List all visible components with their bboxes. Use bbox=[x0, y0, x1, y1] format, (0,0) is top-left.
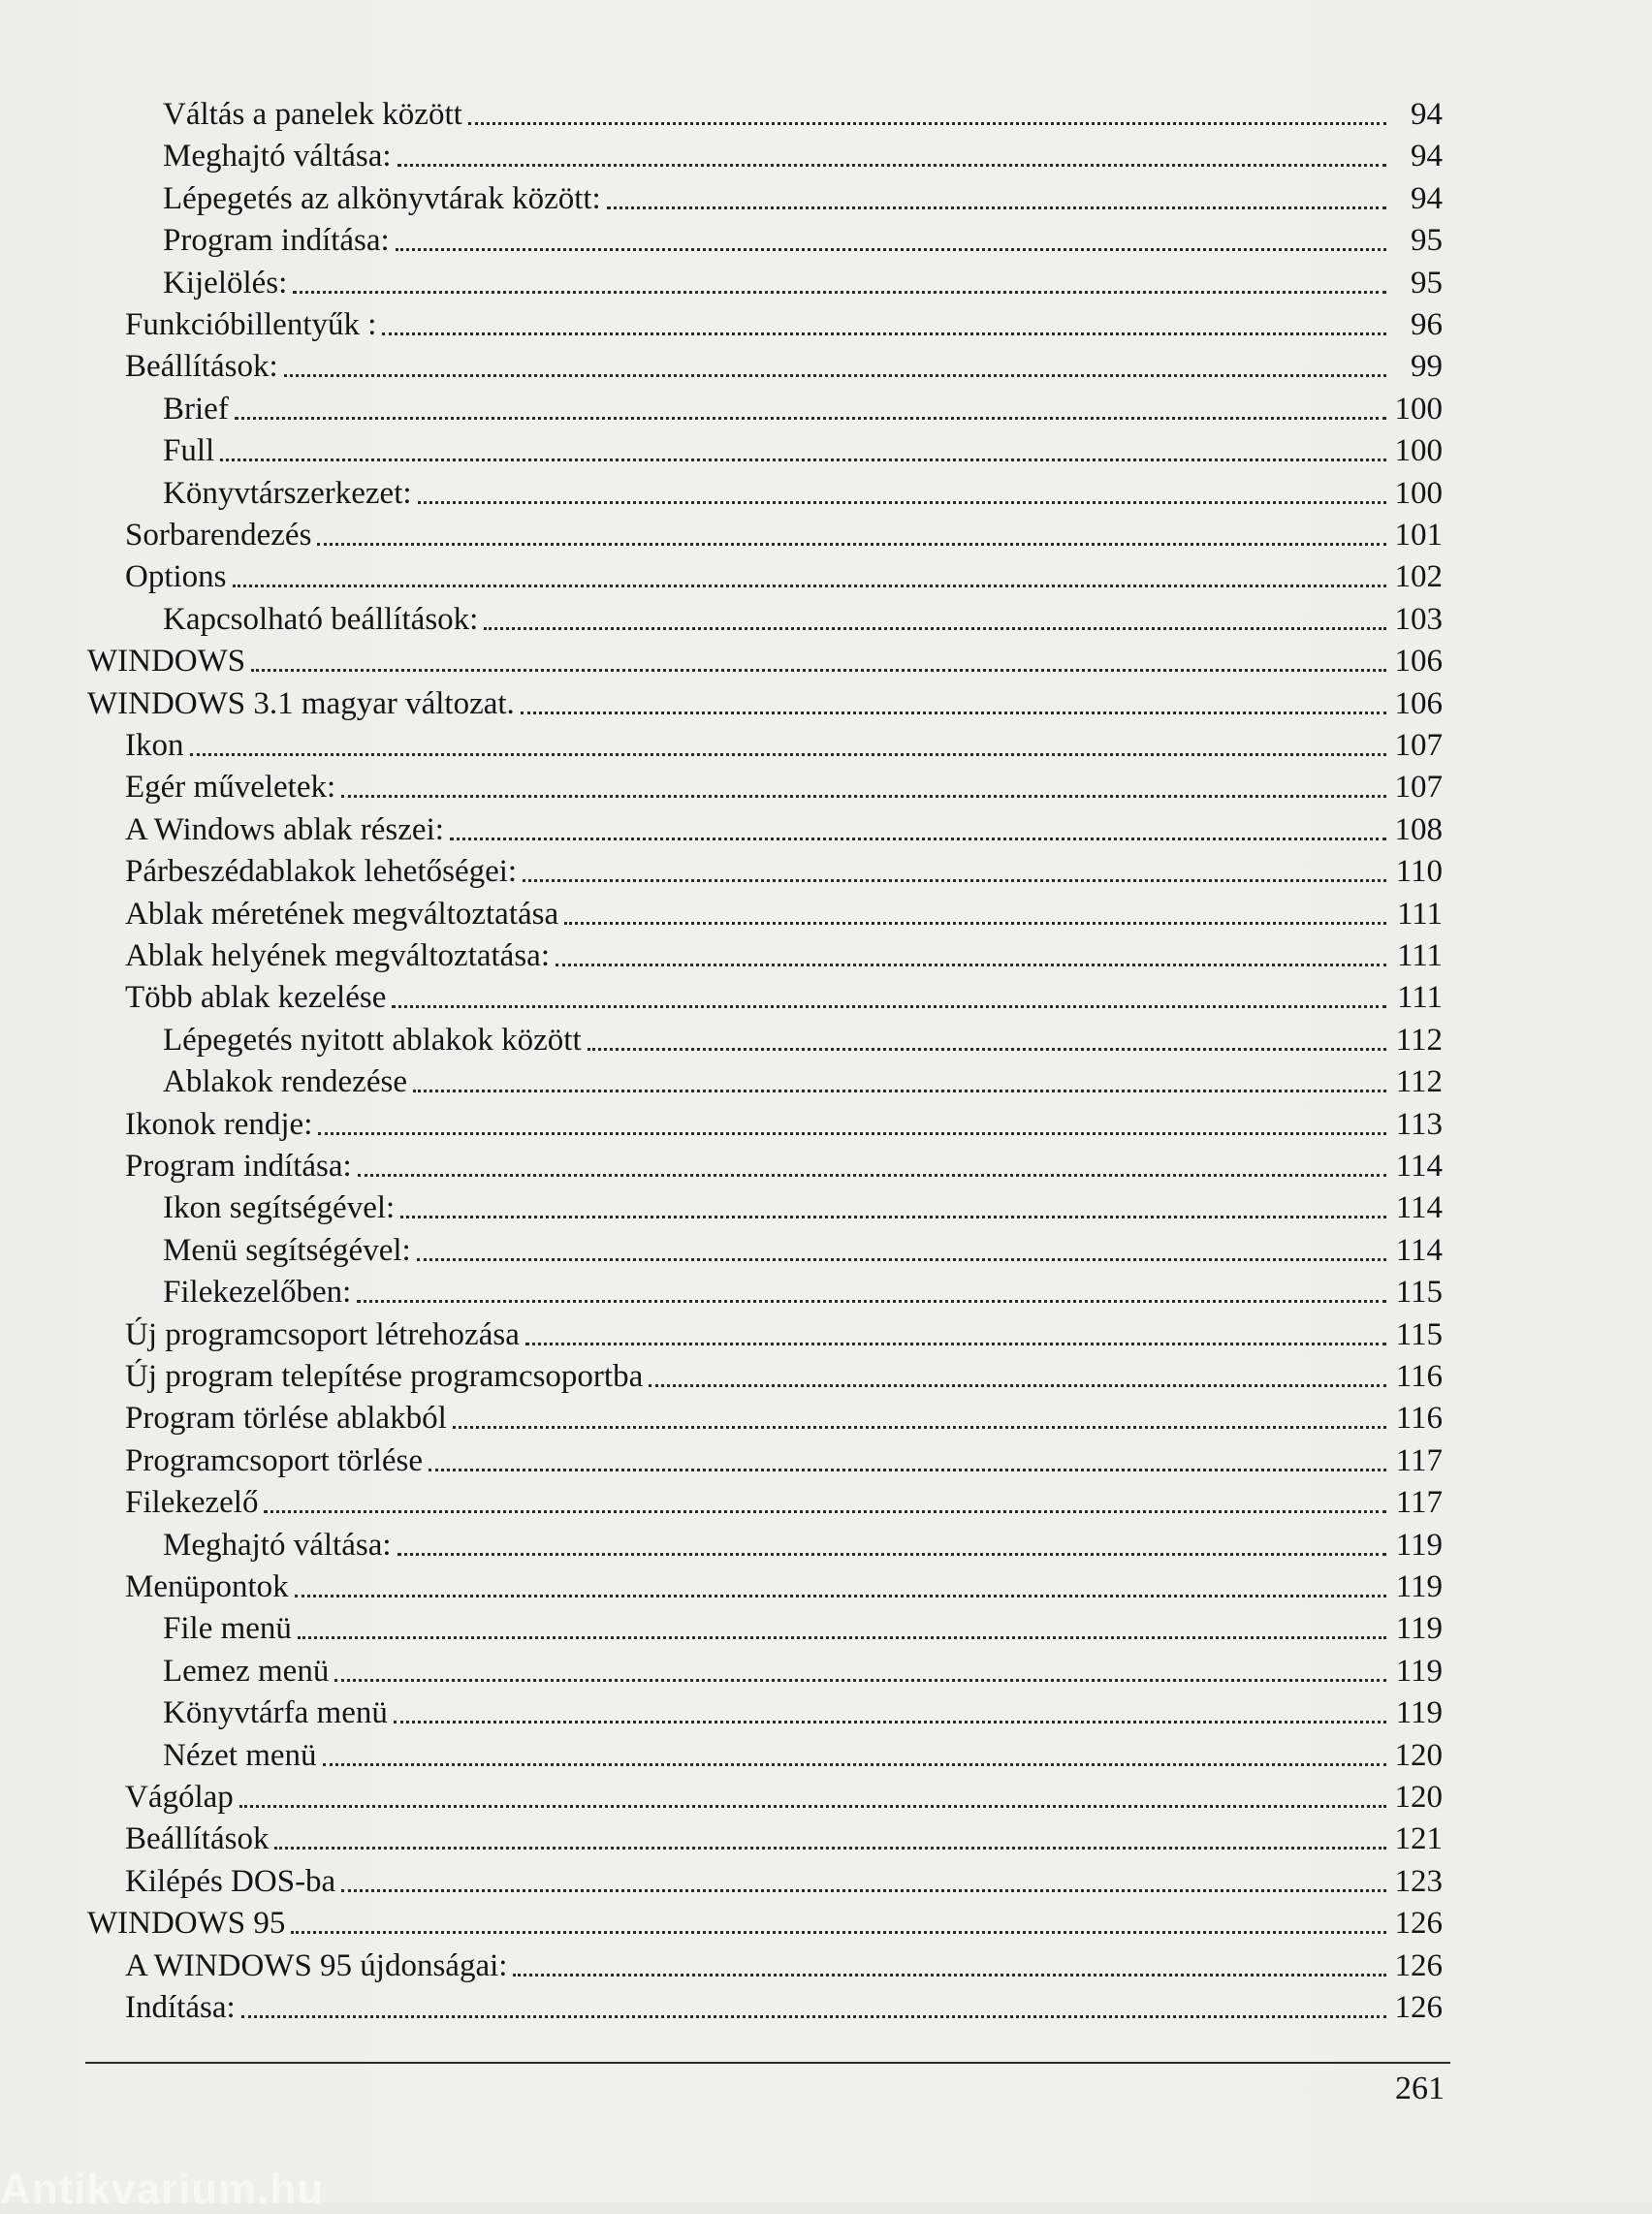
toc-entry-title: Párbeszédablakok lehetőségei: bbox=[125, 854, 518, 889]
toc-entry bbox=[163, 1270, 1443, 1312]
toc-entry-page: 117 bbox=[1395, 1443, 1443, 1478]
toc-entry bbox=[163, 1523, 1443, 1565]
toc-entry-title: File menü bbox=[163, 1611, 292, 1646]
dot-leader bbox=[298, 1636, 1386, 1639]
toc-entry bbox=[163, 1691, 1443, 1732]
toc-entry-title: Filekezelőben: bbox=[163, 1275, 352, 1310]
toc-entry-title: Könyvtárszerkezet: bbox=[163, 476, 412, 511]
toc-entry-page: 116 bbox=[1395, 1401, 1443, 1436]
dot-leader bbox=[394, 1721, 1386, 1724]
toc-entry-page: 106 bbox=[1394, 686, 1443, 721]
toc-entry-title: Nézet menü bbox=[163, 1738, 317, 1773]
toc-entry-page: 111 bbox=[1396, 897, 1443, 932]
toc-entry-title: Ikonok rendje: bbox=[125, 1107, 313, 1142]
toc-entry bbox=[87, 1901, 1443, 1943]
toc-entry bbox=[163, 428, 1443, 470]
toc-entry bbox=[87, 639, 1443, 680]
dot-leader bbox=[396, 248, 1386, 251]
toc-entry bbox=[125, 1944, 1443, 1985]
dot-leader bbox=[521, 712, 1386, 714]
toc-entry-title: Ikon bbox=[125, 728, 184, 763]
toc-entry-title: Ikon segítségével: bbox=[163, 1190, 396, 1225]
toc-entry-page: 126 bbox=[1394, 1906, 1443, 1941]
toc-entry bbox=[163, 387, 1443, 428]
toc-entry bbox=[163, 1186, 1443, 1227]
toc-entry-page: 116 bbox=[1395, 1359, 1443, 1394]
toc-entry-page: 119 bbox=[1395, 1569, 1443, 1604]
toc-entry-page: 101 bbox=[1394, 518, 1443, 553]
toc-entry-title: Könyvtárfa menü bbox=[163, 1695, 388, 1730]
toc-entry-page: 108 bbox=[1394, 812, 1443, 847]
toc-entry-title: Vágólap bbox=[125, 1780, 234, 1815]
toc-entry-title: Menüpontok bbox=[125, 1569, 289, 1604]
toc-entry bbox=[125, 1396, 1443, 1438]
dot-leader bbox=[233, 585, 1386, 587]
dot-leader bbox=[334, 1679, 1386, 1682]
page-number: 261 bbox=[1395, 2071, 1445, 2106]
toc-entry-title: Options bbox=[125, 559, 227, 594]
toc-entry-page: 115 bbox=[1395, 1317, 1443, 1352]
toc-entry bbox=[125, 302, 1443, 344]
toc-entry-page: 112 bbox=[1395, 1023, 1443, 1058]
toc-entry-page: 99 bbox=[1411, 349, 1443, 384]
toc-entry-title: A Windows ablak részei: bbox=[125, 812, 444, 847]
toc-entry bbox=[125, 1439, 1443, 1480]
toc-entry bbox=[125, 1354, 1443, 1396]
toc-entry-title: Meghajtó váltása: bbox=[163, 139, 392, 174]
toc-entry bbox=[163, 1228, 1443, 1270]
toc-entry-page: 94 bbox=[1411, 97, 1443, 132]
toc-entry-title: Full bbox=[163, 433, 215, 468]
dot-leader bbox=[417, 1258, 1386, 1261]
toc-entry-title: Filekezelő bbox=[125, 1485, 259, 1520]
dot-leader bbox=[484, 627, 1386, 630]
toc-entry-page: 114 bbox=[1395, 1190, 1443, 1225]
toc-entry-title: Funkcióbillentyűk : bbox=[125, 307, 377, 342]
dot-leader bbox=[429, 1469, 1386, 1471]
toc-entry-title: WINDOWS 3.1 magyar változat. bbox=[87, 686, 515, 721]
toc-entry-title: Programcsoport törlése bbox=[125, 1443, 424, 1478]
dot-leader bbox=[468, 122, 1386, 125]
toc-entry bbox=[125, 1144, 1443, 1186]
toc-entry-title: Indítása: bbox=[125, 1990, 236, 2025]
toc-entry-title: Program törlése ablakból bbox=[125, 1401, 447, 1436]
toc-entry-title: Új program telepítése programcsoportba bbox=[125, 1359, 644, 1394]
dot-leader bbox=[341, 1889, 1386, 1892]
toc-entry-page: 115 bbox=[1395, 1275, 1443, 1310]
toc-entry-title: WINDOWS bbox=[87, 644, 246, 679]
toc-entry-page: 100 bbox=[1394, 392, 1443, 427]
toc-entry bbox=[163, 1606, 1443, 1648]
toc-entry bbox=[163, 1733, 1443, 1775]
toc-entry-page: 111 bbox=[1396, 938, 1443, 973]
toc-entry-page: 100 bbox=[1394, 476, 1443, 511]
toc-entry-page: 120 bbox=[1394, 1780, 1443, 1815]
toc-entry bbox=[163, 92, 1443, 134]
toc-entry bbox=[125, 1313, 1443, 1354]
toc-entry-title: Egér műveletek: bbox=[125, 770, 336, 805]
dot-leader bbox=[525, 1343, 1386, 1345]
dot-leader bbox=[274, 1847, 1386, 1850]
toc-entry bbox=[163, 1018, 1443, 1060]
toc-entry-title: Kapcsolható beállítások: bbox=[163, 602, 479, 637]
footer-rule bbox=[85, 2062, 1450, 2064]
toc-entry-page: 111 bbox=[1396, 980, 1443, 1015]
toc-entry-title: Sorbarendezés bbox=[125, 518, 312, 553]
toc-entry-title: Ablak helyének megváltoztatása: bbox=[125, 938, 550, 973]
toc-entry-title: Ablak méretének megváltoztatása bbox=[125, 897, 559, 932]
toc-entry bbox=[87, 681, 1443, 723]
dot-leader bbox=[251, 669, 1386, 672]
toc-entry-page: 94 bbox=[1411, 139, 1443, 174]
dot-leader bbox=[190, 753, 1387, 756]
toc-entry-title: Beállítások bbox=[125, 1821, 270, 1856]
toc-entry-title: Lépegetés nyitott ablakok között bbox=[163, 1023, 582, 1058]
toc-entry bbox=[163, 176, 1443, 218]
toc-entry-page: 126 bbox=[1394, 1948, 1443, 1983]
toc-entry-title: Lépegetés az alkönyvtárak között: bbox=[163, 181, 601, 216]
dot-leader bbox=[235, 417, 1386, 420]
toc-entry-page: 94 bbox=[1411, 181, 1443, 216]
toc-entry-page: 119 bbox=[1395, 1695, 1443, 1730]
dot-leader bbox=[397, 164, 1386, 167]
toc-entry-title: Beállítások: bbox=[125, 349, 278, 384]
dot-leader bbox=[317, 543, 1386, 546]
toc-entry bbox=[163, 261, 1443, 302]
toc-entry-page: 119 bbox=[1395, 1611, 1443, 1646]
dot-leader bbox=[220, 459, 1386, 461]
toc-entry bbox=[125, 1985, 1443, 2027]
toc-entry-title: Lemez menü bbox=[163, 1654, 330, 1689]
toc-entry-title: Ablakok rendezése bbox=[163, 1064, 407, 1099]
toc-entry bbox=[125, 344, 1443, 386]
toc-entry-page: 110 bbox=[1395, 854, 1443, 889]
toc-entry-page: 96 bbox=[1411, 307, 1443, 342]
dot-leader bbox=[284, 374, 1386, 377]
dot-leader bbox=[513, 1974, 1386, 1977]
toc-entry-page: 103 bbox=[1394, 602, 1443, 637]
toc-entry-page: 120 bbox=[1394, 1738, 1443, 1773]
dot-leader bbox=[295, 1595, 1386, 1597]
dot-leader bbox=[588, 1048, 1386, 1051]
toc-entry bbox=[125, 975, 1443, 1017]
dot-leader bbox=[358, 1174, 1386, 1177]
toc-entry bbox=[125, 933, 1443, 975]
toc-entry-page: 119 bbox=[1395, 1528, 1443, 1563]
dot-leader bbox=[241, 2015, 1386, 2018]
toc-entry bbox=[125, 1102, 1443, 1144]
toc-entry-page: 113 bbox=[1395, 1107, 1443, 1142]
toc-entry bbox=[125, 513, 1443, 554]
dot-leader bbox=[323, 1763, 1386, 1766]
dot-leader bbox=[357, 1300, 1386, 1303]
toc-entry-title: Kijelölés: bbox=[163, 266, 288, 300]
toc-entry bbox=[125, 807, 1443, 849]
dot-leader bbox=[293, 291, 1386, 294]
toc-entry-page: 107 bbox=[1394, 770, 1443, 805]
toc-entry-title: Meghajtó váltása: bbox=[163, 1528, 392, 1563]
toc-entry-page: 95 bbox=[1411, 223, 1443, 258]
toc-entry bbox=[125, 1775, 1443, 1817]
toc-entry-page: 106 bbox=[1394, 644, 1443, 679]
toc-entry-title: Program indítása: bbox=[163, 223, 390, 258]
dot-leader bbox=[239, 1805, 1386, 1808]
dot-leader bbox=[649, 1384, 1386, 1387]
toc-entry-page: 123 bbox=[1394, 1864, 1443, 1899]
dot-leader bbox=[264, 1510, 1386, 1513]
watermark-text: Antikvarium.hu bbox=[0, 2166, 325, 2213]
toc-entry-title: Váltás a panelek között bbox=[163, 97, 462, 132]
toc-entry-page: 112 bbox=[1395, 1064, 1443, 1099]
toc-entry bbox=[125, 765, 1443, 807]
toc-entry-title: Kilépés DOS-ba bbox=[125, 1864, 336, 1899]
dot-leader bbox=[397, 1553, 1386, 1556]
toc-entry bbox=[163, 134, 1443, 175]
toc-entry-page: 95 bbox=[1411, 266, 1443, 300]
toc-entry bbox=[125, 723, 1443, 765]
dot-leader bbox=[382, 332, 1386, 335]
toc-entry-page: 102 bbox=[1394, 559, 1443, 594]
toc-entry bbox=[125, 1480, 1443, 1522]
toc-entry-title: Program indítása: bbox=[125, 1149, 352, 1184]
toc-entry bbox=[163, 1060, 1443, 1101]
toc-entry-page: 126 bbox=[1394, 1990, 1443, 2025]
toc-entry-title: A WINDOWS 95 újdonságai: bbox=[125, 1948, 508, 1983]
toc-entry-title: Több ablak kezelése bbox=[125, 980, 387, 1015]
toc-entry bbox=[125, 1859, 1443, 1901]
toc-entry-page: 117 bbox=[1395, 1485, 1443, 1520]
toc-entry bbox=[125, 1565, 1443, 1606]
toc-entry-title: Menü segítségével: bbox=[163, 1233, 411, 1268]
toc-entry bbox=[163, 597, 1443, 639]
toc-entry-title: WINDOWS 95 bbox=[87, 1906, 286, 1941]
toc-entry bbox=[125, 849, 1443, 891]
toc-entry-title: Brief bbox=[163, 392, 229, 427]
dot-leader bbox=[341, 795, 1386, 798]
toc-entry bbox=[163, 218, 1443, 260]
toc-entry bbox=[125, 554, 1443, 596]
dot-leader bbox=[318, 1132, 1386, 1135]
toc-entry-page: 121 bbox=[1394, 1821, 1443, 1856]
dot-leader bbox=[400, 1216, 1386, 1218]
dot-leader bbox=[607, 206, 1386, 209]
dot-leader bbox=[291, 1931, 1386, 1934]
toc-entry-page: 107 bbox=[1394, 728, 1443, 763]
toc-entry-page: 114 bbox=[1395, 1149, 1443, 1184]
dot-leader bbox=[418, 501, 1386, 504]
dot-leader bbox=[450, 838, 1386, 840]
toc-entry-page: 100 bbox=[1394, 433, 1443, 468]
dot-leader bbox=[392, 1005, 1386, 1008]
toc-entry bbox=[163, 471, 1443, 513]
dot-leader bbox=[564, 922, 1386, 925]
dot-leader bbox=[523, 879, 1386, 882]
toc-entry-page: 114 bbox=[1395, 1233, 1443, 1268]
dot-leader bbox=[413, 1090, 1386, 1092]
dot-leader bbox=[453, 1426, 1386, 1429]
toc-entry-page: 119 bbox=[1395, 1654, 1443, 1689]
toc-entry-title: Új programcsoport létrehozása bbox=[125, 1317, 520, 1352]
dot-leader bbox=[556, 964, 1386, 966]
toc-entry bbox=[163, 1649, 1443, 1691]
toc-entry bbox=[125, 1817, 1443, 1858]
toc-entry bbox=[125, 892, 1443, 933]
